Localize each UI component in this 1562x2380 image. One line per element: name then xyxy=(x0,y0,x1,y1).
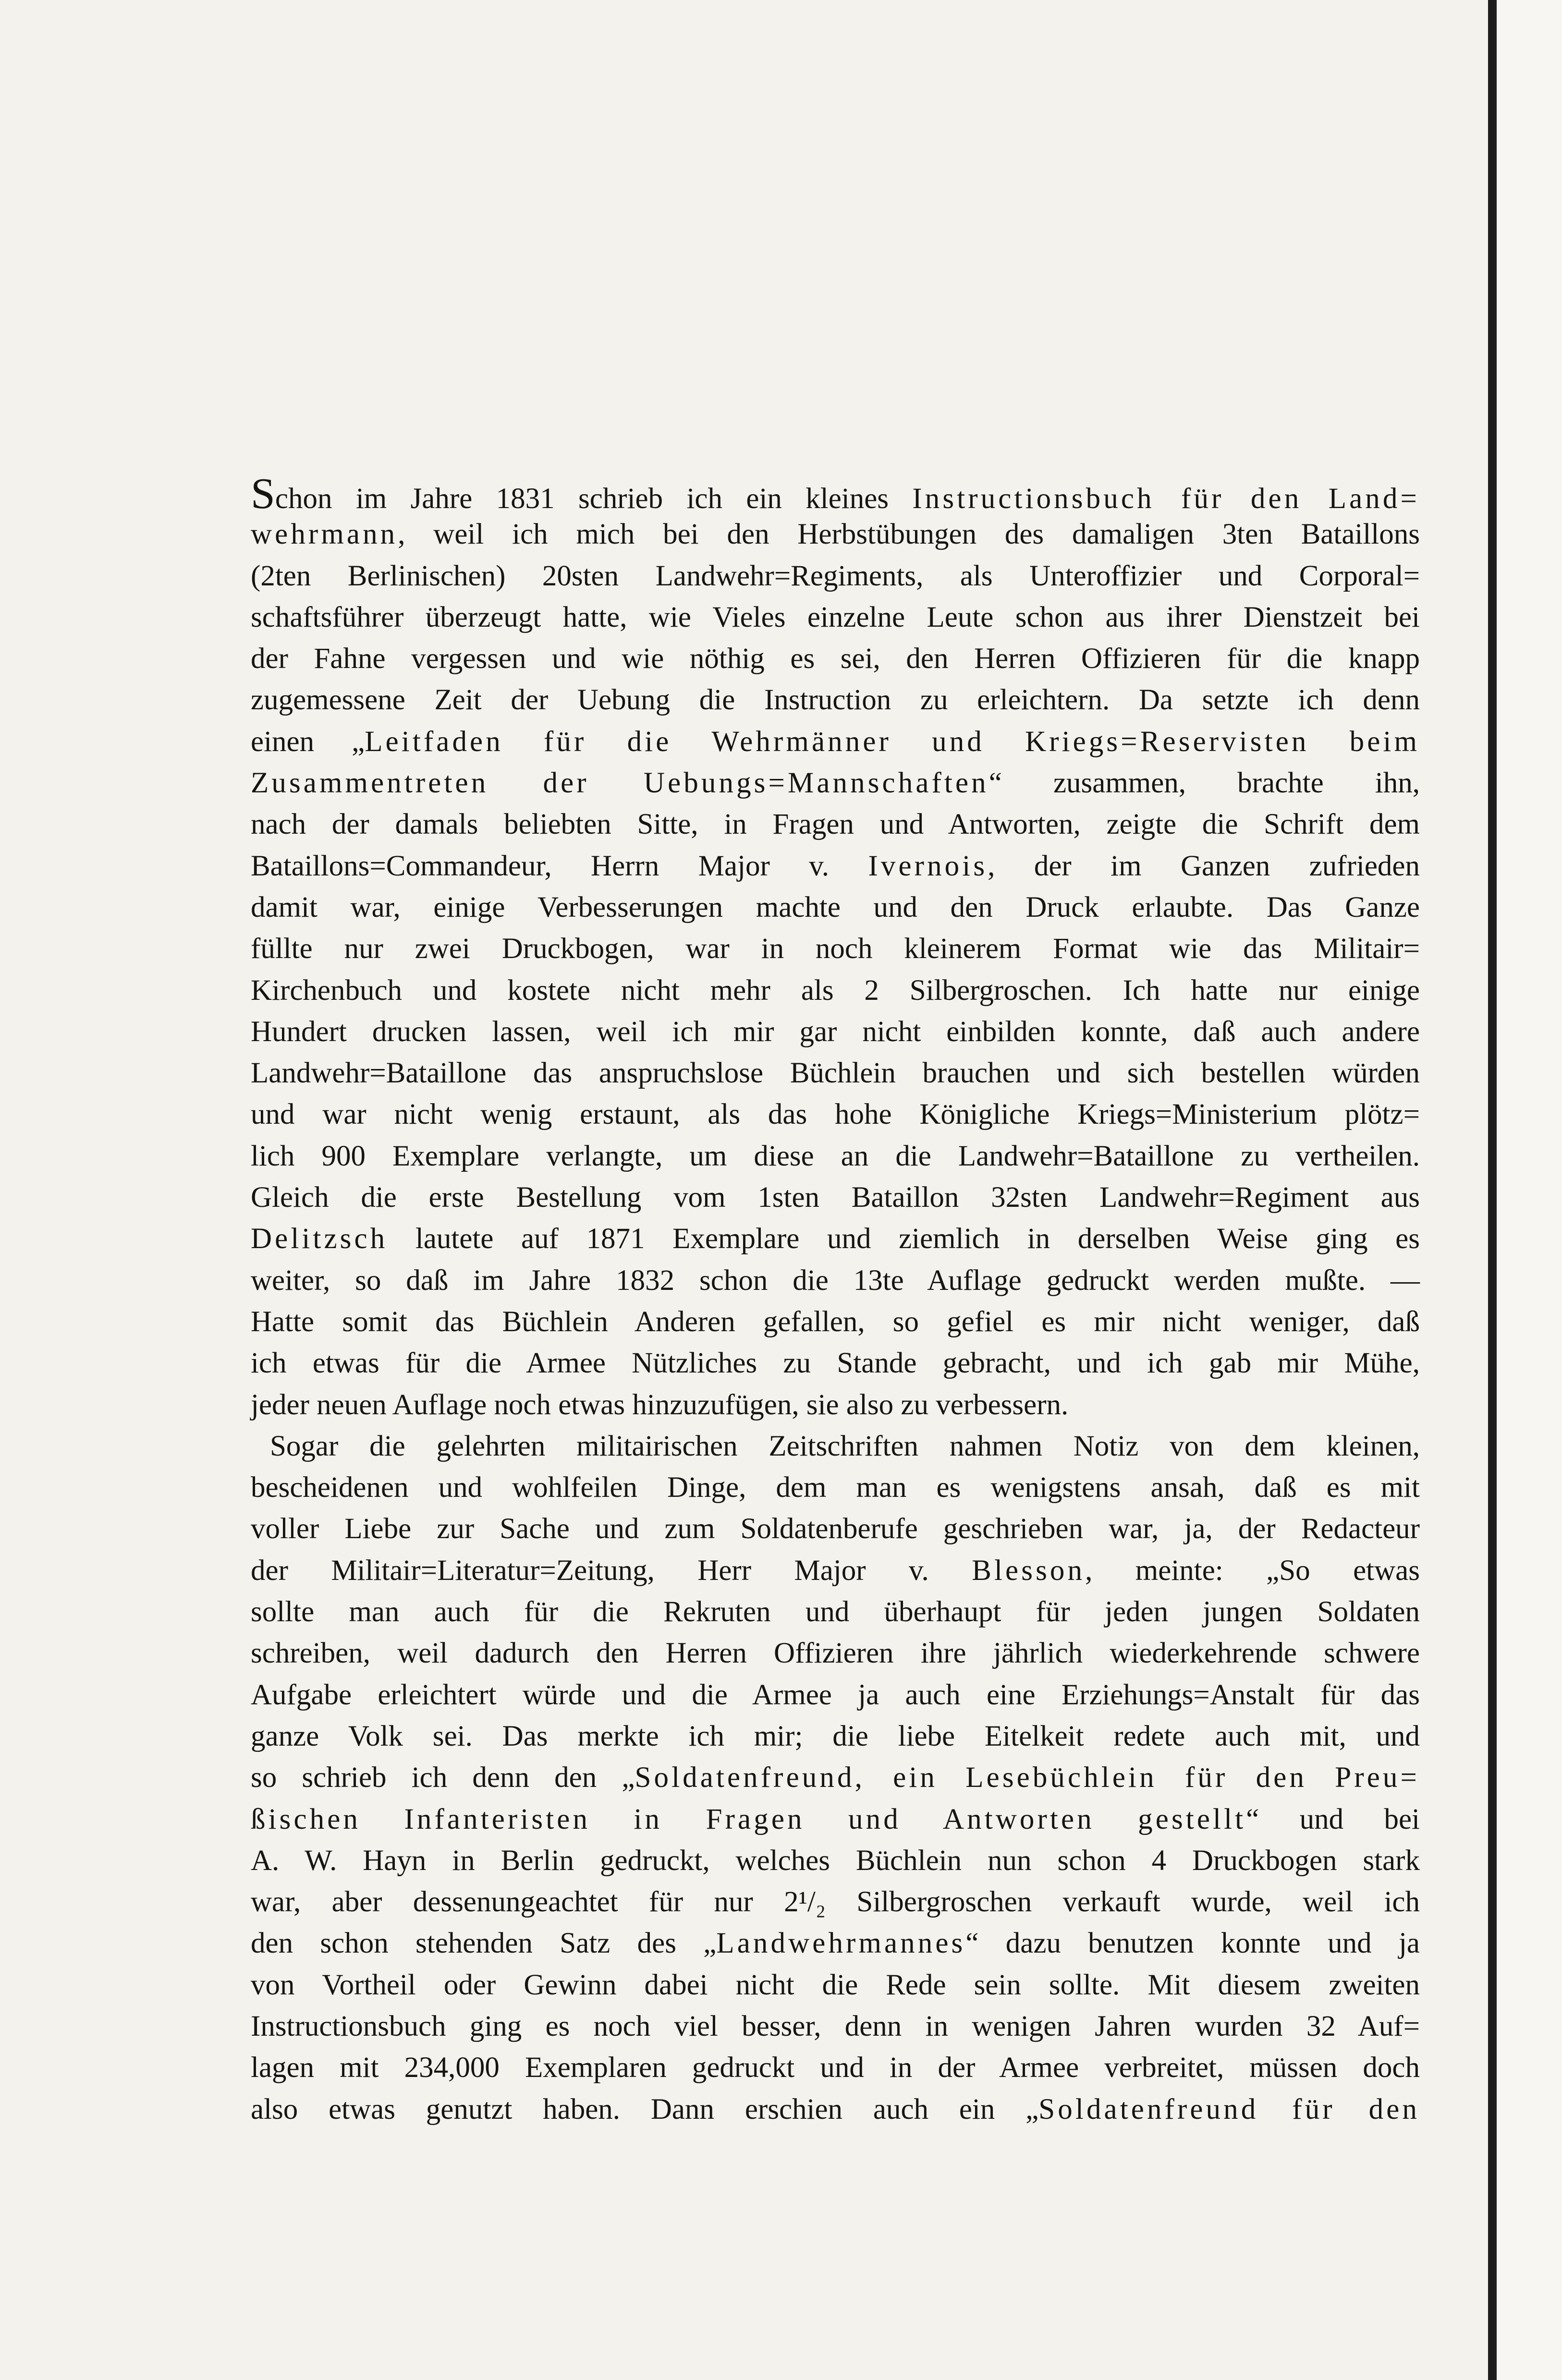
line-content xyxy=(251,1053,1420,1094)
text-run: war, aber dessenungeachtet für nur 2¹/₂ Silbergroschen verkauft wurde, weil ich xyxy=(251,1886,1420,1919)
line-content xyxy=(251,1467,1420,1508)
line-content xyxy=(251,1757,1420,1798)
text-line xyxy=(251,469,1420,518)
line-content xyxy=(251,1716,1420,1757)
text-run: bescheidenen und wohlfeilen Dinge, dem man es wenigstens ansah, daß es mit xyxy=(251,1471,1420,1504)
emphasized-text: Landwehrmannes xyxy=(716,1927,966,1960)
text-line xyxy=(251,1923,1420,1964)
line-content xyxy=(251,2047,1420,2089)
text-run: sollte man auch für die Rekruten und überhaupt für jeden jungen Soldaten xyxy=(251,1596,1420,1628)
line-content xyxy=(251,1965,1420,2006)
text-run: so schrieb ich denn den „ xyxy=(251,1761,635,1794)
page-text xyxy=(251,469,1420,2130)
text-run: der Militair=Literatur=Zeitung, Herr Major v. xyxy=(251,1554,972,1587)
text-run: lautete auf 1871 Exemplare und ziemlich in derselben Weise ging es xyxy=(388,1223,1420,1255)
line-content xyxy=(251,887,1420,928)
emphasized-text: Soldatenfreund für den xyxy=(1038,2093,1420,2125)
text-run: , meinte: „So etwas xyxy=(1085,1554,1420,1587)
line-content xyxy=(251,1923,1420,1964)
text-line xyxy=(251,1882,1420,1923)
text-line xyxy=(251,1094,1420,1135)
line-content xyxy=(251,638,1420,680)
text-line xyxy=(251,680,1420,721)
text-run: A. W. Hayn in Berlin gedruckt, welches Büchlein nun schon 4 Druckbogen stark xyxy=(251,1844,1420,1877)
text-run: , der im Ganzen zufrieden xyxy=(988,850,1420,882)
text-run: den schon stehenden Satz des „ xyxy=(251,1927,717,1960)
text-run: ich etwas für die Armee Nützliches zu Stande gebracht, und ich gab mir Mühe, xyxy=(251,1347,1420,1380)
text-line xyxy=(251,1301,1420,1343)
text-line xyxy=(251,1343,1420,1384)
text-line xyxy=(251,1218,1420,1260)
emphasized-text: Zusammentreten der Uebungs=Mannschaften xyxy=(251,767,989,800)
line-content xyxy=(251,680,1420,721)
line-content xyxy=(251,597,1420,638)
text-run: jeder neuen Auflage noch etwas hinzuzufügen, sie also zu verbessern. xyxy=(251,1388,1069,1421)
text-run: voller Liebe zur Sache und zum Soldatenberufe geschrieben war, ja, der Redacteur xyxy=(251,1513,1420,1545)
text-run: Instructionsbuch ging es noch viel besser, denn in wenigen Jahren wurden 32 Auf= xyxy=(251,2010,1420,2042)
text-line xyxy=(251,1757,1420,1798)
line-content xyxy=(251,1011,1420,1053)
paragraph xyxy=(251,469,1420,1426)
line-content xyxy=(251,1136,1420,1177)
text-run: weiter, so daß im Jahre 1832 schon die 13te Auflage gedruckt werden mußte. — xyxy=(251,1264,1420,1297)
emphasized-text: Ivernois xyxy=(868,850,988,882)
text-run: Gleich die erste Bestellung vom 1sten Bataillon 32sten Landwehr=Regiment aus xyxy=(251,1181,1420,1214)
text-line xyxy=(251,1426,1420,1467)
text-line xyxy=(251,928,1420,970)
line-content xyxy=(251,469,1420,520)
text-line xyxy=(251,638,1420,680)
paragraph xyxy=(251,1426,1420,2130)
text-line xyxy=(251,846,1420,887)
line-content xyxy=(251,1840,1420,1882)
text-run: Sogar die gelehrten militairischen Zeitschriften nahmen Notiz von dem kleinen, xyxy=(270,1430,1420,1462)
text-run: zugemessene Zeit der Uebung die Instruction zu erleichtern. Da setzte ich denn xyxy=(251,684,1420,716)
text-line xyxy=(251,804,1420,845)
text-line xyxy=(251,1384,1420,1426)
text-run: Aufgabe erleichtert würde und die Armee ja auch eine Erziehungs=Anstalt für das xyxy=(251,1678,1420,1711)
text-line xyxy=(251,1053,1420,1094)
text-run: einen „ xyxy=(251,725,365,758)
text-line xyxy=(251,597,1420,638)
text-line xyxy=(251,2089,1420,2130)
text-line xyxy=(251,1633,1420,1674)
emphasized-text: wehrmann xyxy=(251,518,398,551)
line-content xyxy=(251,928,1420,970)
text-run: “ dazu benutzen konnte und ja xyxy=(965,1927,1420,1960)
line-content xyxy=(251,846,1420,887)
line-content xyxy=(251,1260,1420,1301)
text-run: nach der damals beliebten Sitte, in Fragen und Antworten, zeigte die Schrift dem xyxy=(251,808,1420,841)
line-content xyxy=(251,1675,1420,1716)
text-run: lich 900 Exemplare verlangte, um diese an die Landwehr=Bataillone zu vertheilen. xyxy=(251,1140,1420,1172)
line-content xyxy=(251,2089,1420,2130)
text-run: “ zusammen, brachte ihn, xyxy=(988,767,1420,800)
text-line xyxy=(251,1840,1420,1882)
text-run: also etwas genutzt haben. Dann erschien auch ein „ xyxy=(251,2093,1039,2125)
line-content xyxy=(251,1591,1420,1633)
text-run: (2ten Berlinischen) 20sten Landwehr=Regiments, als Unteroffizier und Corporal= xyxy=(251,559,1420,592)
text-line xyxy=(251,1550,1420,1591)
line-content xyxy=(251,763,1420,804)
text-line xyxy=(251,1799,1420,1840)
line-content xyxy=(251,556,1420,597)
text-run: füllte nur zwei Druckbogen, war in noch kleinerem Format wie das Militair= xyxy=(251,933,1420,965)
page-edge xyxy=(1488,0,1497,2380)
text-line xyxy=(251,2047,1420,2089)
text-run: schaftsführer überzeugt hatte, wie Vieles einzelne Leute schon aus ihrer Dienstzeit bei xyxy=(251,601,1420,633)
text-run: Bataillons=Commandeur, Herrn Major v. xyxy=(251,850,868,882)
text-run: von Vortheil oder Gewinn dabei nicht die Rede sein sollte. Mit diesem zweiten xyxy=(251,1968,1420,2001)
text-line xyxy=(251,1177,1420,1218)
text-line xyxy=(251,1467,1420,1508)
text-line xyxy=(251,514,1420,555)
line-content xyxy=(251,1882,1420,1923)
text-line xyxy=(251,763,1420,804)
line-content xyxy=(251,1343,1420,1384)
text-line xyxy=(251,1136,1420,1177)
text-line xyxy=(251,1260,1420,1301)
text-run: ganze Volk sei. Das merkte ich mir; die liebe Eitelkeit redete auch mit, und xyxy=(251,1720,1420,1752)
line-content xyxy=(251,804,1420,845)
line-content xyxy=(251,1301,1420,1343)
emphasized-text: Instructionsbuch für den Land= xyxy=(912,483,1420,515)
text-run: “ und bei xyxy=(1246,1803,1420,1835)
line-content xyxy=(251,1508,1420,1550)
text-run: und war nicht wenig erstaunt, als das hohe Königliche Kriegs=Ministerium plötz= xyxy=(251,1098,1420,1131)
text-run: schreiben, weil dadurch den Herren Offizieren ihre jährlich wiederkehrende schwere xyxy=(251,1637,1420,1670)
line-content xyxy=(251,721,1420,763)
text-line xyxy=(251,556,1420,597)
line-content xyxy=(251,1633,1420,1674)
line-content xyxy=(251,970,1420,1011)
line-content xyxy=(251,1177,1420,1218)
text-line xyxy=(251,2006,1420,2047)
text-run: Hatte somit das Büchlein Anderen gefallen, so gefiel es mir nicht weniger, daß xyxy=(251,1305,1420,1338)
emphasized-text: Delitzsch xyxy=(251,1223,388,1255)
emphasized-text: Leitfaden für die Wehrmänner und Kriegs=Reservisten beim xyxy=(365,725,1420,758)
text-line xyxy=(251,1011,1420,1053)
line-content xyxy=(251,1799,1420,1840)
text-run: , weil ich mich bei den Herbstübungen des damaligen 3ten Bataillons xyxy=(398,518,1420,551)
line-content xyxy=(270,1426,1420,1467)
text-run: der Fahne vergessen und wie nöthig es sei, den Herren Offizieren für die knapp xyxy=(251,643,1420,675)
text-run: lagen mit 234,000 Exemplaren gedruckt und in der Armee verbreitet, müssen doch xyxy=(251,2052,1420,2084)
text-run: Schon im Jahre 1831 schrieb ich ein kleines xyxy=(251,469,913,518)
text-run: Landwehr=Bataillone das anspruchslose Büchlein brauchen und sich bestellen würden xyxy=(251,1057,1420,1090)
text-run: Hundert drucken lassen, weil ich mir gar nicht einbilden konnte, daß auch andere xyxy=(251,1015,1420,1048)
text-run: damit war, einige Verbesserungen machte und den Druck erlaubte. Das Ganze xyxy=(251,891,1420,923)
text-run: Kirchenbuch und kostete nicht mehr als 2 Silbergroschen. Ich hatte nur einige xyxy=(251,974,1420,1007)
text-line xyxy=(251,1716,1420,1757)
emphasized-text: Soldatenfreund, ein Lesebüchlein für den Preu= xyxy=(635,1761,1420,1794)
line-content xyxy=(251,514,1420,555)
text-line xyxy=(251,1508,1420,1550)
line-content xyxy=(251,1094,1420,1135)
line-content xyxy=(251,2006,1420,2047)
text-line xyxy=(251,1591,1420,1633)
line-content xyxy=(251,1218,1420,1260)
line-content xyxy=(251,1550,1420,1591)
page-margin xyxy=(1497,0,1562,2380)
text-line xyxy=(251,1675,1420,1716)
text-line xyxy=(251,970,1420,1011)
text-line xyxy=(251,887,1420,928)
text-line xyxy=(251,1965,1420,2006)
emphasized-text: ßischen Infanteristen in Fragen und Antworten gestellt xyxy=(251,1803,1246,1835)
line-content xyxy=(251,1384,1068,1426)
text-line xyxy=(251,721,1420,763)
emphasized-text: Blesson xyxy=(972,1554,1086,1587)
